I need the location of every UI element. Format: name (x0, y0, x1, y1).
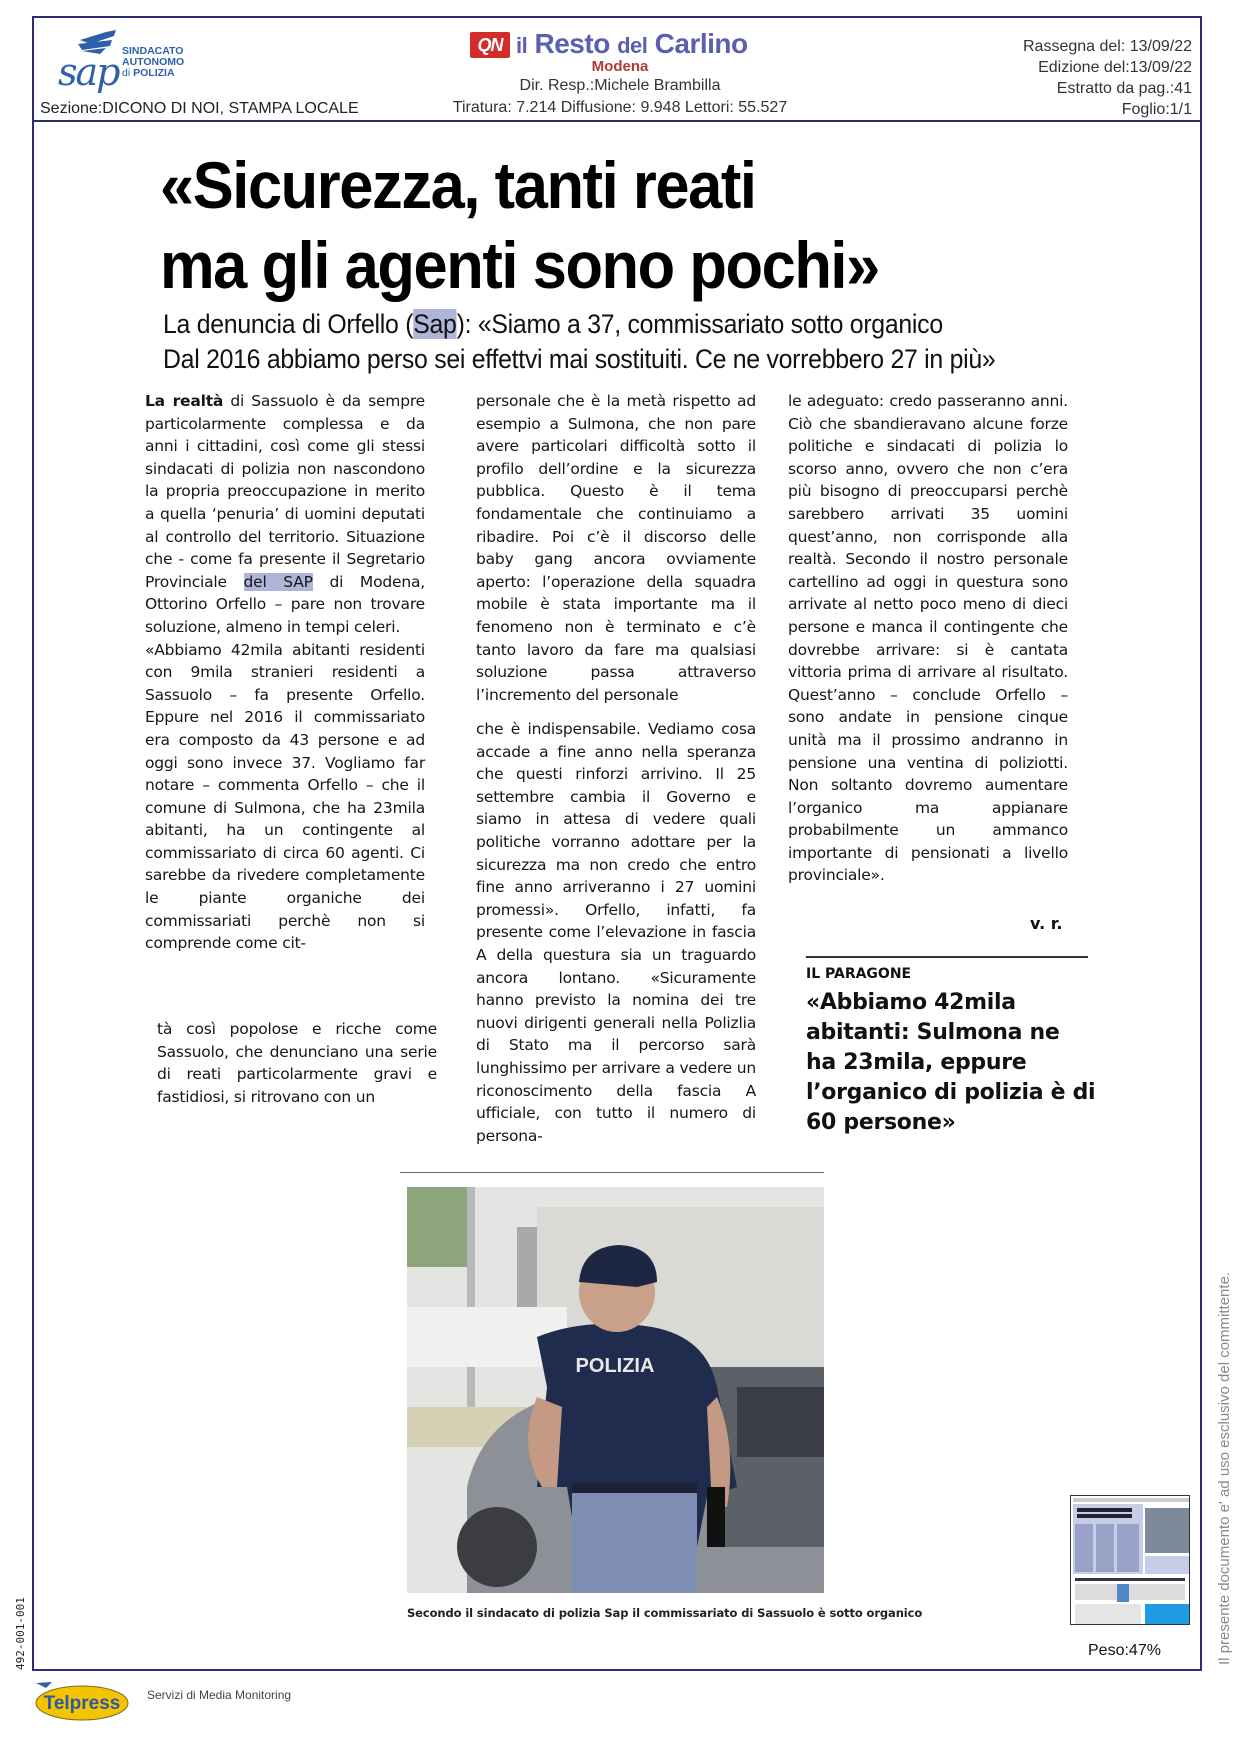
sidebar-quote: «Abbiamo 42mila abitanti: Sulmona ne ha 23mila, eppure l’organico di polizia è di 60 persone» (806, 990, 1096, 1135)
qn-badge: QN (470, 32, 510, 58)
article-headline (160, 145, 879, 305)
clipping-meta (1023, 36, 1192, 120)
paragraph: personale che è la metà rispetto ad esempio a Sulmona, che non pare avere particolari difficoltà sotto il profilo dell’ordine e la sicurezza pubblica. Questo è il tema fondamentale che continuiamo a ribadire. Poi c’è il discorso delle baby gang ancora ovviamente aperto: l’operazione della squadra mobile è stata importante ma il fenomeno non è terminato e c’è tanto lavoro da fare ma qualsiasi soluzione passa attraverso l’incremento del personale (476, 392, 756, 704)
sap-line3 (122, 68, 184, 79)
document-code: 492-001-001 (14, 1597, 27, 1670)
photo-caption: Secondo il sindacato di polizia Sap il commissariato di Sassuolo è sotto organico (407, 1606, 923, 1620)
newspaper-title (516, 29, 748, 61)
paragraph: le adeguato: credo passeranno anni. Ciò che sbandieravano alcune forze politiche e sindacati di polizia lo scorso anno, ovvero che non c’era più bisogno di preoccuparsi perchè sarebbero arrivati 35 uomini quest’anno, non corrisponde alla realtà. Secondo il nostro personale cartellino ad oggi in questura sono arrivate al netto poco meno di dieci persone e manca il contingente che dovrebbe arrivare: si è cantata vittoria prima di arrivare al risultato. Quest’anno – conclude Orfello – sono andate in pensione cinque unità ma il prossimo andranno in pensione una ventina di poliziotti. Non soltanto dovremo aumentare l’organico ma appianare probabilmente un ammanco importante di pensionati a livello provinciale». (788, 392, 1068, 885)
headline-line-2: ma gli agenti sono pochi» (160, 228, 879, 302)
telpress-logo-mark (34, 1680, 130, 1722)
photo-illustration (407, 1187, 824, 1593)
sheet-number: Foglio:1/1 (1121, 101, 1192, 118)
telpress-wordmark: Telpress (43, 1693, 121, 1714)
header-divider (32, 120, 1202, 122)
article-column-2-continued (476, 718, 756, 1147)
sap-org-name (122, 46, 184, 79)
sidebar-label: IL PARAGONE (806, 966, 912, 982)
subhead-line-2: Dal 2016 abbiamo perso sei effettvi mai sostituiti. Ce ne vorrebbero 27 in più» (163, 344, 996, 374)
thumbnail-preview (1071, 1496, 1190, 1625)
photo-shirt-text: POLIZIA (575, 1355, 655, 1377)
article-column-2 (476, 390, 756, 706)
sap-line3-prefix: di (122, 67, 131, 79)
page-thumbnail[interactable] (1070, 1495, 1190, 1625)
section-label: Sezione:DICONO DI NOI, STAMPA LOCALE (40, 100, 359, 117)
highlight-sap: Sap (413, 309, 457, 339)
highlight-del-sap: del SAP (243, 572, 313, 591)
newspaper-masthead (470, 28, 770, 62)
edizione-date: Edizione del:13/09/22 (1038, 59, 1192, 76)
title-del: del (617, 33, 648, 58)
police-officer-photo (407, 1187, 824, 1593)
paragraph: che è indispensabile. Vediamo cosa accade a fine anno nella speranza che questi rinforzi arrivino. Il 25 settembre cambia il Governo e siamo in attesa di vedere quali politiche vorranno adottare per la sicurezza ma non credo che entro fine anno arriveranno i 27 uomini promessi». Orfello, infatti, fa presente come l’elevazione in fascia A della questura sia un traguardo ancora lontano. «Sicuramente hanno previsto la nomina dei tre nuovi dirigenti generali nella Polizlia di Stato ma il percorso sarà lunghissimo per arrivare a vedere un riconoscimento della fascia A ufficiale, con tutto il numero di persona- (476, 720, 756, 1145)
subhead-text: La denuncia di Orfello ( (163, 309, 414, 339)
title-il: il (516, 33, 528, 58)
weight-percent: Peso:47% (1088, 1642, 1161, 1659)
edition-name: Modena (591, 58, 649, 75)
footer-tagline: Servizi di Media Monitoring (147, 1688, 292, 1702)
paragraph-text: di Modena, Ottorino Orfello – pare non trovare soluzione, almeno in tempi celeri. (145, 572, 425, 636)
article-column-1-continued (157, 1018, 437, 1108)
article-subhead (163, 307, 995, 377)
sap-line2: AUTONOMO (122, 56, 185, 68)
article-column-3 (788, 390, 1068, 887)
article-column-1 (145, 390, 425, 955)
title-resto: Resto (534, 28, 610, 59)
headline-line-1: «Sicurezza, tanti reati (160, 148, 756, 222)
sap-wordmark: sap (58, 50, 119, 94)
sap-logo (58, 30, 208, 94)
circulation-stats: Tiratura: 7.214 Diffusione: 9.948 Lettori: 55.527 (452, 99, 788, 116)
author-signature: v. r. (1030, 914, 1063, 933)
sap-line3-text: POLIZIA (133, 67, 175, 79)
sidebar-divider (806, 956, 1088, 958)
photo-divider (400, 1172, 824, 1173)
sap-line1: SINDACATO (122, 45, 184, 57)
title-carlino: Carlino (654, 28, 748, 59)
subhead-text: ): «Siamo a 37, commissariato sotto organico (456, 309, 943, 339)
lead-in: La realtà (145, 392, 224, 410)
paragraph: «Abbiamo 42mila abitanti residenti con 9mila stranieri residenti a Sassuolo – fa presente Orfello. Eppure nel 2016 il commissariato era composto da 43 persone e ad oggi sono invece 37. Vogliamo far notare – commenta Orfello – che il comune di Sulmona, che ha 23mila abitanti, ha un contingente al commissariato di circa 60 agenti. Ci sarebbe da rivedere completamente le piante organiche dei commissariati perchè non si comprende come cit- (145, 640, 425, 953)
director: Dir. Resp.:Michele Brambilla (519, 77, 721, 94)
subhead-line-1 (163, 307, 995, 342)
paragraph: tà così popolose e ricche come Sassuolo, che denunciano una serie di reati particolarmente gravi e fastidiosi, si ritrovano con un (157, 1020, 437, 1106)
telpress-logo (34, 1680, 130, 1722)
paragraph (145, 390, 425, 639)
usage-disclaimer: Il presente documento e' ad uso esclusivo del committente. (1216, 1271, 1233, 1665)
page-extract: Estratto da pag.:41 (1056, 80, 1192, 97)
rassegna-date: Rassegna del: 13/09/22 (1022, 38, 1192, 55)
paragraph-text: di Sassuolo è da sempre particolarmente complessa e da anni i cittadini, così come gli stessi sindacati di polizia non nascondono la propria preoccupazione in merito a quella ‘penuria’ di uomini deputati al controllo del territorio. Situazione che - come fa presente il Segretario Provinciale (145, 392, 425, 591)
